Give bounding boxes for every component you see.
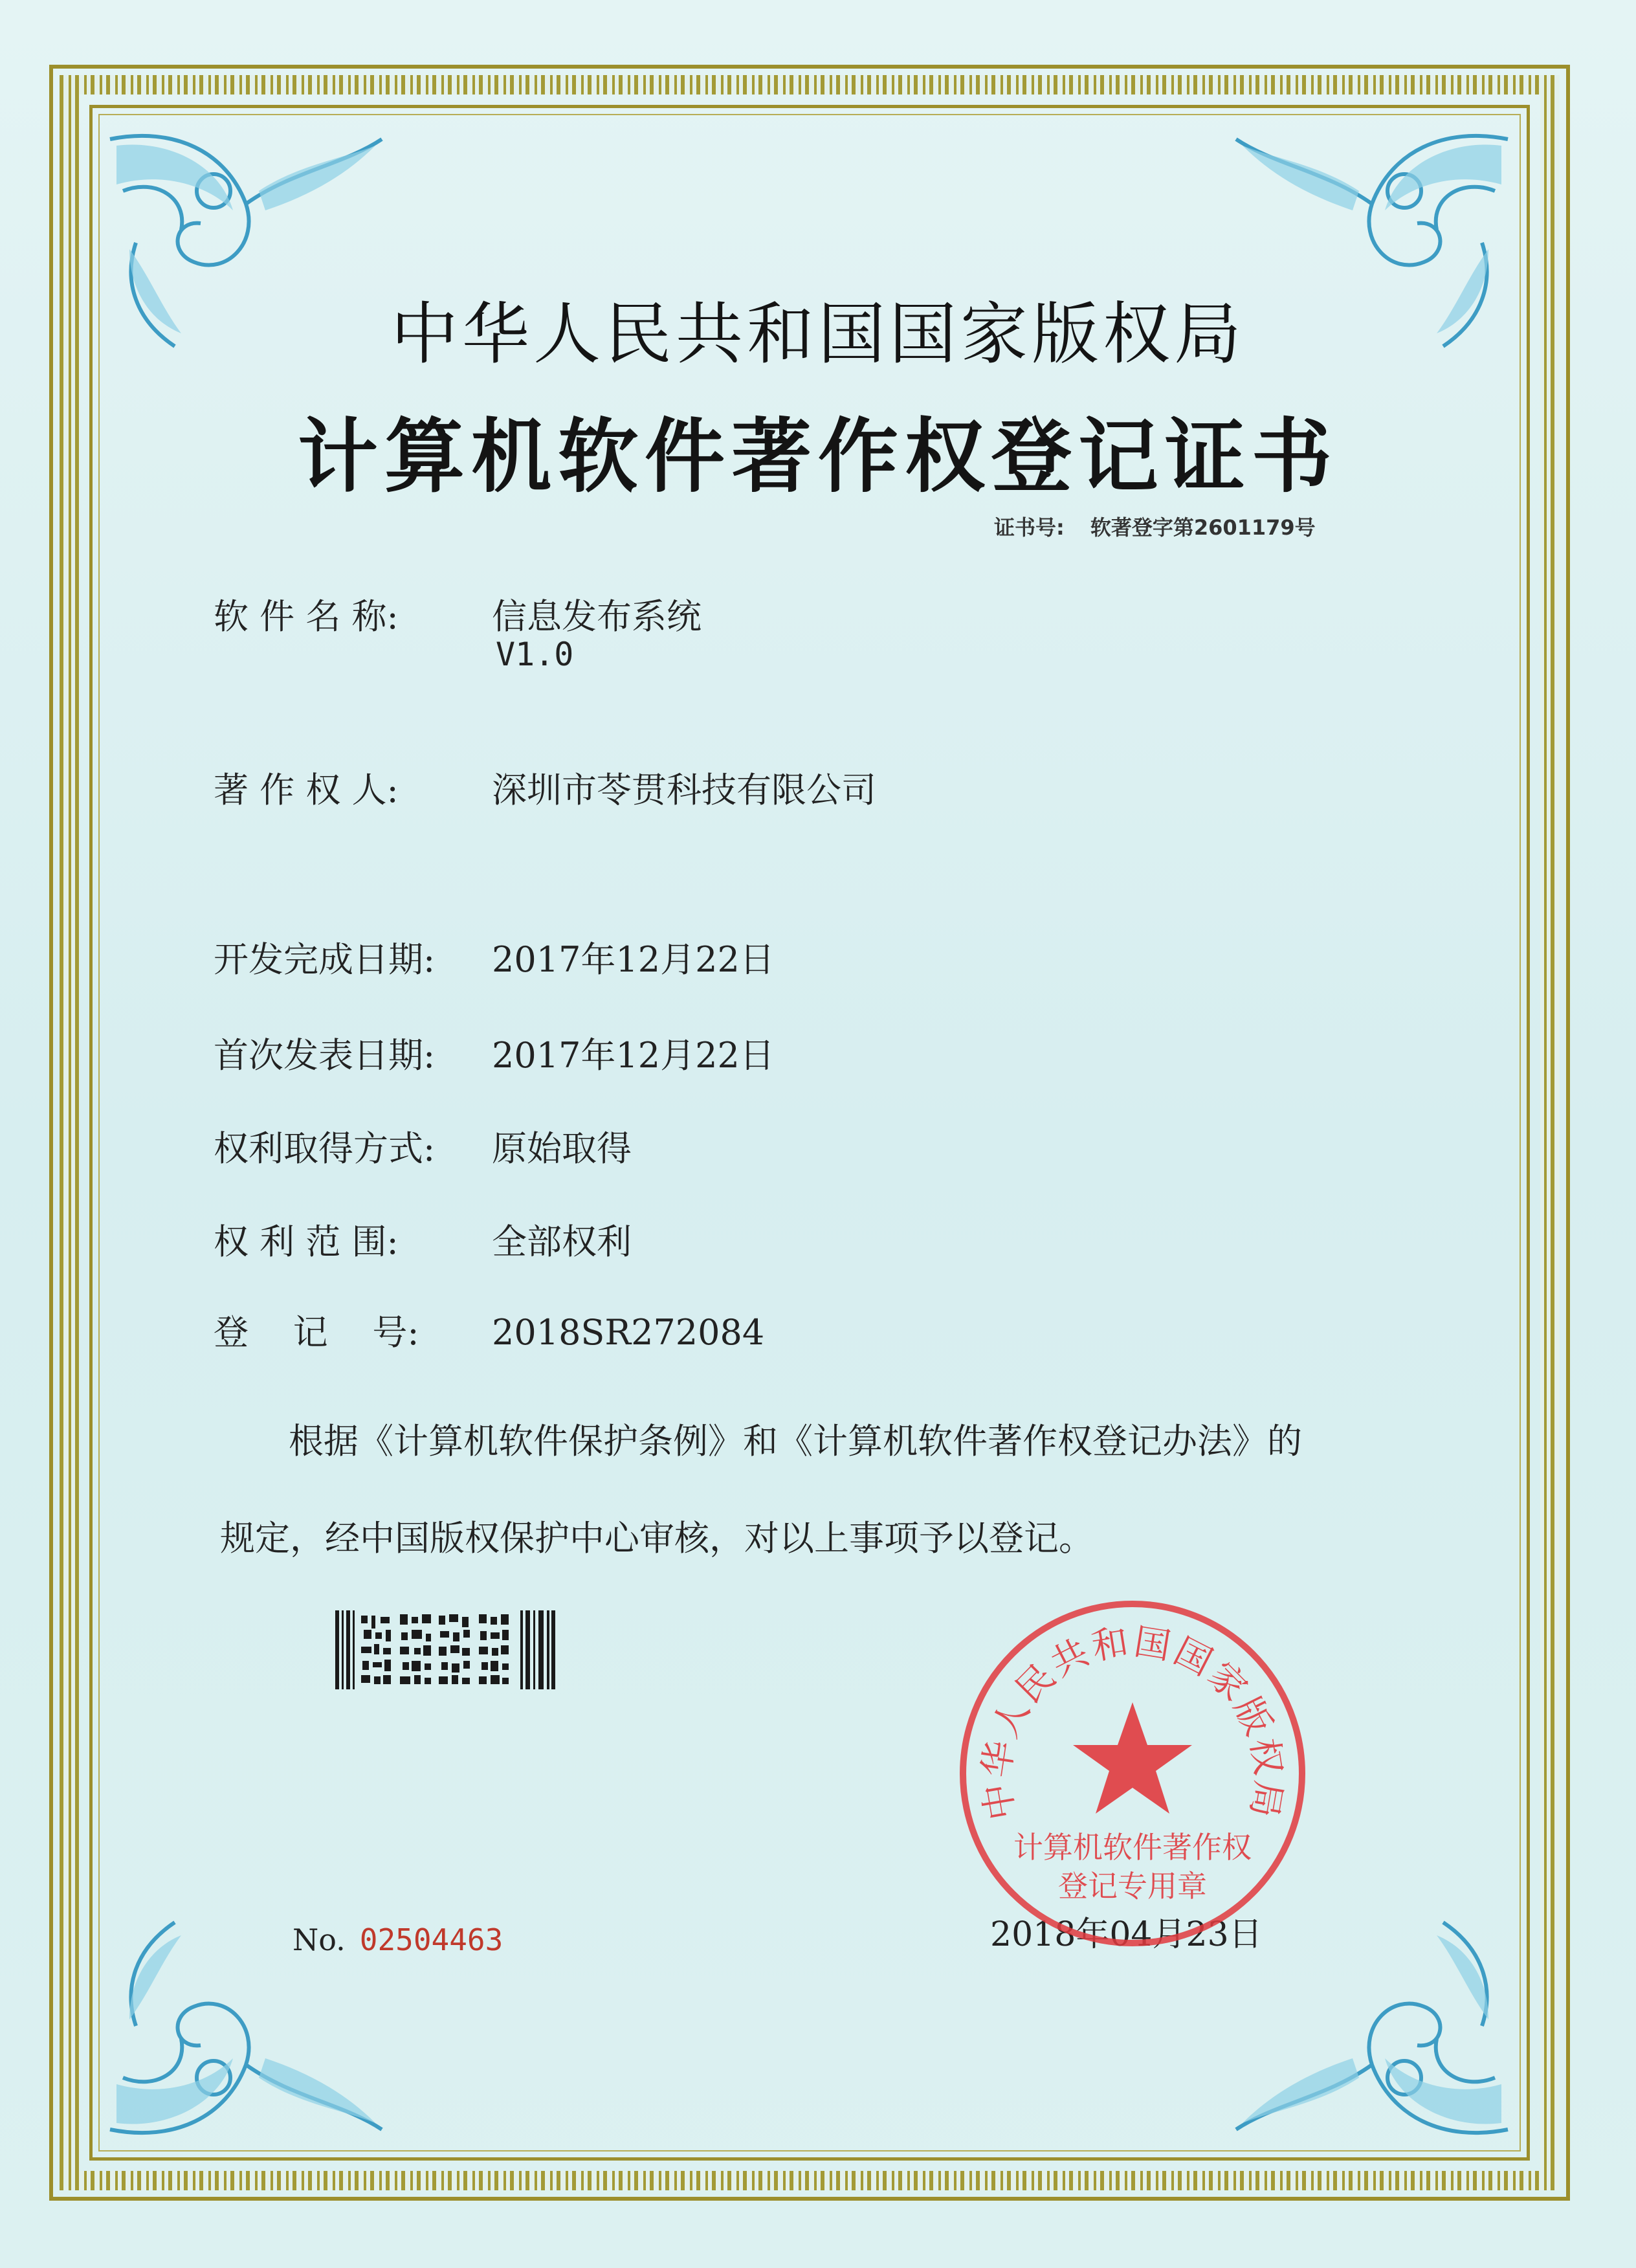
scope-label: 权 利 范 围: <box>214 1221 399 1262</box>
certificate-title: 计算机软件著作权登记证书 <box>297 410 1338 504</box>
svg-text:计算机软件著作权: 计算机软件著作权 <box>1013 1830 1252 1865</box>
field-registration-number <box>214 1305 764 1355</box>
field-software-name <box>214 589 702 639</box>
statement-line-2: 规定，经中国版权保护中心审核，对以上事项予以登记。 <box>220 1518 1094 1559</box>
barcode <box>335 1610 555 1689</box>
scope-value: 全部权利 <box>492 1221 632 1262</box>
acquire-value: 原始取得 <box>492 1128 632 1169</box>
field-pub-date <box>214 1028 775 1078</box>
reg-value: 2018SR272084 <box>492 1312 765 1353</box>
statement-line-1: 根据《计算机软件保护条例》和《计算机软件著作权登记办法》的 <box>289 1421 1302 1462</box>
certificate-number-label: 证书号: <box>994 515 1065 540</box>
field-dev-date <box>214 932 775 982</box>
certificate-number <box>994 511 1316 541</box>
software-name-label: 软 件 名 称: <box>214 596 399 637</box>
software-version: V1.0 <box>496 636 574 673</box>
serial-label: No. <box>293 1922 346 1957</box>
owner-label: 著 作 权 人: <box>214 770 399 810</box>
field-acquire-method <box>214 1121 632 1171</box>
field-rights-scope <box>214 1214 632 1264</box>
svg-text:登记专用章: 登记专用章 <box>1058 1869 1207 1904</box>
pub-date-value: 2017年12月22日 <box>492 1035 775 1076</box>
serial-value: 02504463 <box>359 1922 503 1957</box>
dev-date-value: 2017年12月22日 <box>492 939 775 980</box>
dev-date-label: 开发完成日期: <box>214 939 436 980</box>
issue-date: 2018年04月23日 <box>990 1915 1263 1954</box>
certificate-number-value: 软著登字第2601179号 <box>1090 515 1316 540</box>
seal-star-icon <box>1073 1702 1192 1814</box>
software-name-value: 信息发布系统 <box>492 596 702 637</box>
owner-value: 深圳市苓贯科技有限公司 <box>492 770 876 810</box>
acquire-label: 权利取得方式: <box>214 1128 436 1169</box>
field-owner <box>214 762 876 812</box>
official-seal <box>951 1592 1314 1955</box>
pub-date-label: 首次发表日期: <box>214 1035 436 1076</box>
reg-label: 登 记 号: <box>214 1312 419 1353</box>
serial-number <box>293 1922 503 1957</box>
issuing-authority: 中华人民共和国国家版权局 <box>390 295 1245 373</box>
svg-text:中华人民共和国国家版权局: 中华人民共和国国家版权局 <box>975 1620 1290 1823</box>
